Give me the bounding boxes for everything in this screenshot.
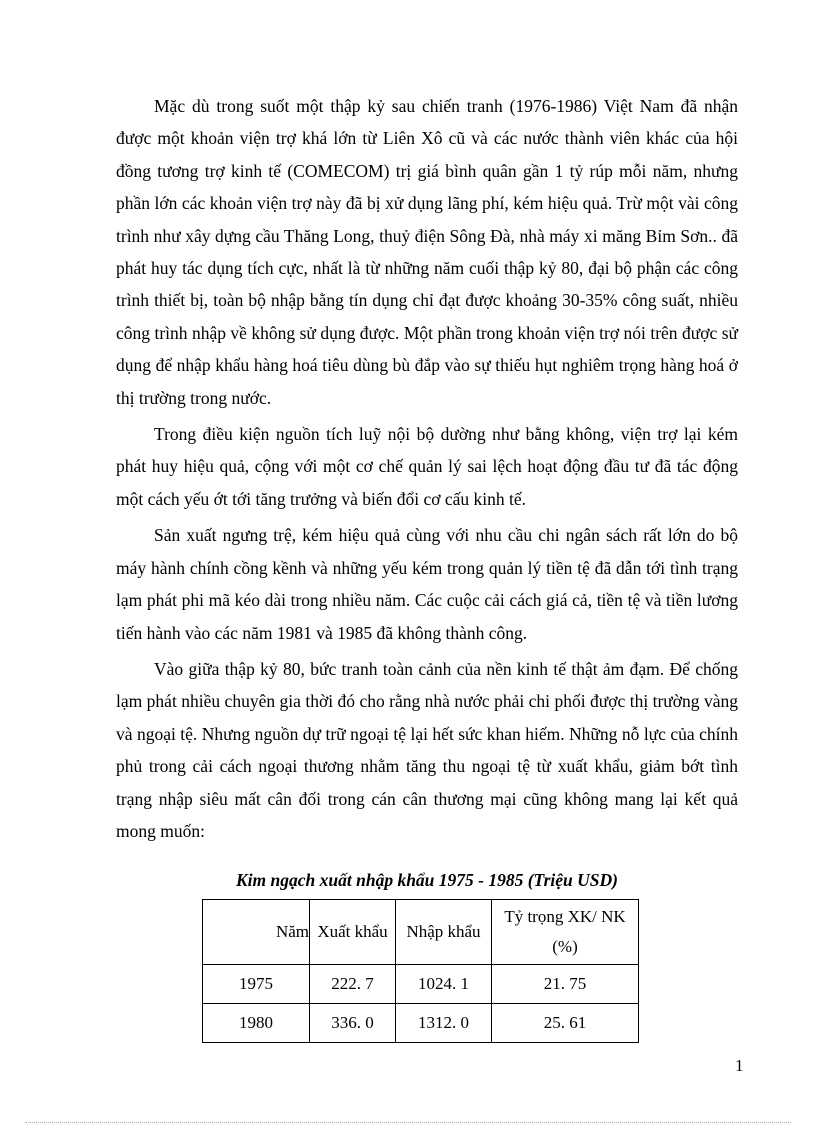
cell-year: 1975: [203, 965, 310, 1004]
cell-import: 1312. 0: [396, 1004, 492, 1043]
cell-ratio: 25. 61: [492, 1004, 639, 1043]
header-export: Xuất khẩu: [310, 900, 396, 965]
header-ratio-line1: Tỷ trọng XK/ NK: [504, 907, 626, 926]
header-year: Năm: [203, 900, 310, 965]
table-row: [203, 965, 639, 1004]
header-import: Nhập khẩu: [396, 900, 492, 965]
cell-export: 336. 0: [310, 1004, 396, 1043]
table-row: [203, 1004, 639, 1043]
cell-ratio: 21. 75: [492, 965, 639, 1004]
paragraph-foreign-aid: Mặc dù trong suốt một thập kỷ sau chiến tranh (1976-1986) Việt Nam đã nhận được một khoản viện trợ khá lớn từ Liên Xô cũ và các nước thành viên khác của hội đồng tương trợ kinh tế (COMECOM) trị giá bình quân gần 1 tỷ rúp mỗi năm, nhưng phần lớn các khoản viện trợ này đã bị xử dụng lãng phí, kém hiệu quả. Trừ một vài công trình như xây dựng cầu Thăng Long, thuỷ điện Sông Đà, nhà máy xi măng Bỉm Sơn.. đã phát huy tác dụng tích cực, nhất là từ những năm cuối thập kỷ 80, đại bộ phận các công trình thiết bị, toàn bộ nhập bằng tín dụng chỉ đạt được khoảng 30-35% công suất, nhiều công trình nhập về không sử dụng được. Một phần trong khoản viện trợ nói trên được sử dụng để nhập khẩu hàng hoá tiêu dùng bù đắp vào sự thiếu hụt nghiêm trọng hàng hoá ở thị trường trong nước.: [116, 96, 738, 408]
page-number: 1: [735, 1056, 744, 1075]
table-header-row: [203, 900, 639, 965]
paragraph-trade-reform: Vào giữa thập kỷ 80, bức tranh toàn cảnh của nền kinh tế thật ảm đạm. Để chống lạm phát nhiều chuyên gia thời đó cho rằng nhà nước phải chi phối được thị trường vàng và ngoại tệ. Nhưng nguồn dự trữ ngoại tệ lại hết sức khan hiếm. Những nỗ lực của chính phủ trong cải cách ngoại thương nhằm tăng thu ngoại tệ từ xuất khẩu, giảm bớt tình trạng nhập siêu mất cân đối trong cán cân thương mại cũng không mang lại kết quả mong muốn:: [116, 658, 738, 841]
header-ratio-line2: (%): [552, 937, 578, 956]
header-ratio: [492, 900, 639, 965]
paragraph-inflation: Sản xuất ngưng trệ, kém hiệu quả cùng với nhu cầu chi ngân sách rất lớn do bộ máy hành chính cồng kềnh và những yếu kém trong quản lý tiền tệ đã dẫn tới tình trạng lạm phát phi mã kéo dài trong nhiều năm. Các cuộc cải cách giá cả, tiền tệ và tiền lương tiến hành vào các năm 1981 và 1985 đã không thành công.: [116, 525, 738, 643]
trade-table: [202, 899, 639, 1043]
cell-year: 1980: [203, 1004, 310, 1043]
cell-export: 222. 7: [310, 965, 396, 1004]
table-caption: Kim ngạch xuất nhập khẩu 1975 - 1985 (Triệu USD): [236, 870, 618, 890]
paragraph-investment: Trong điều kiện nguồn tích luỹ nội bộ dường như bằng không, viện trợ lại kém phát huy hiệu quả, cộng với một cơ chế quản lý sai lệch hoạt động đầu tư đã tác động một cách yếu ớt tới tăng trưởng và biến đổi cơ cấu kinh tế.: [116, 424, 738, 509]
cell-import: 1024. 1: [396, 965, 492, 1004]
document-body: [116, 90, 738, 1032]
